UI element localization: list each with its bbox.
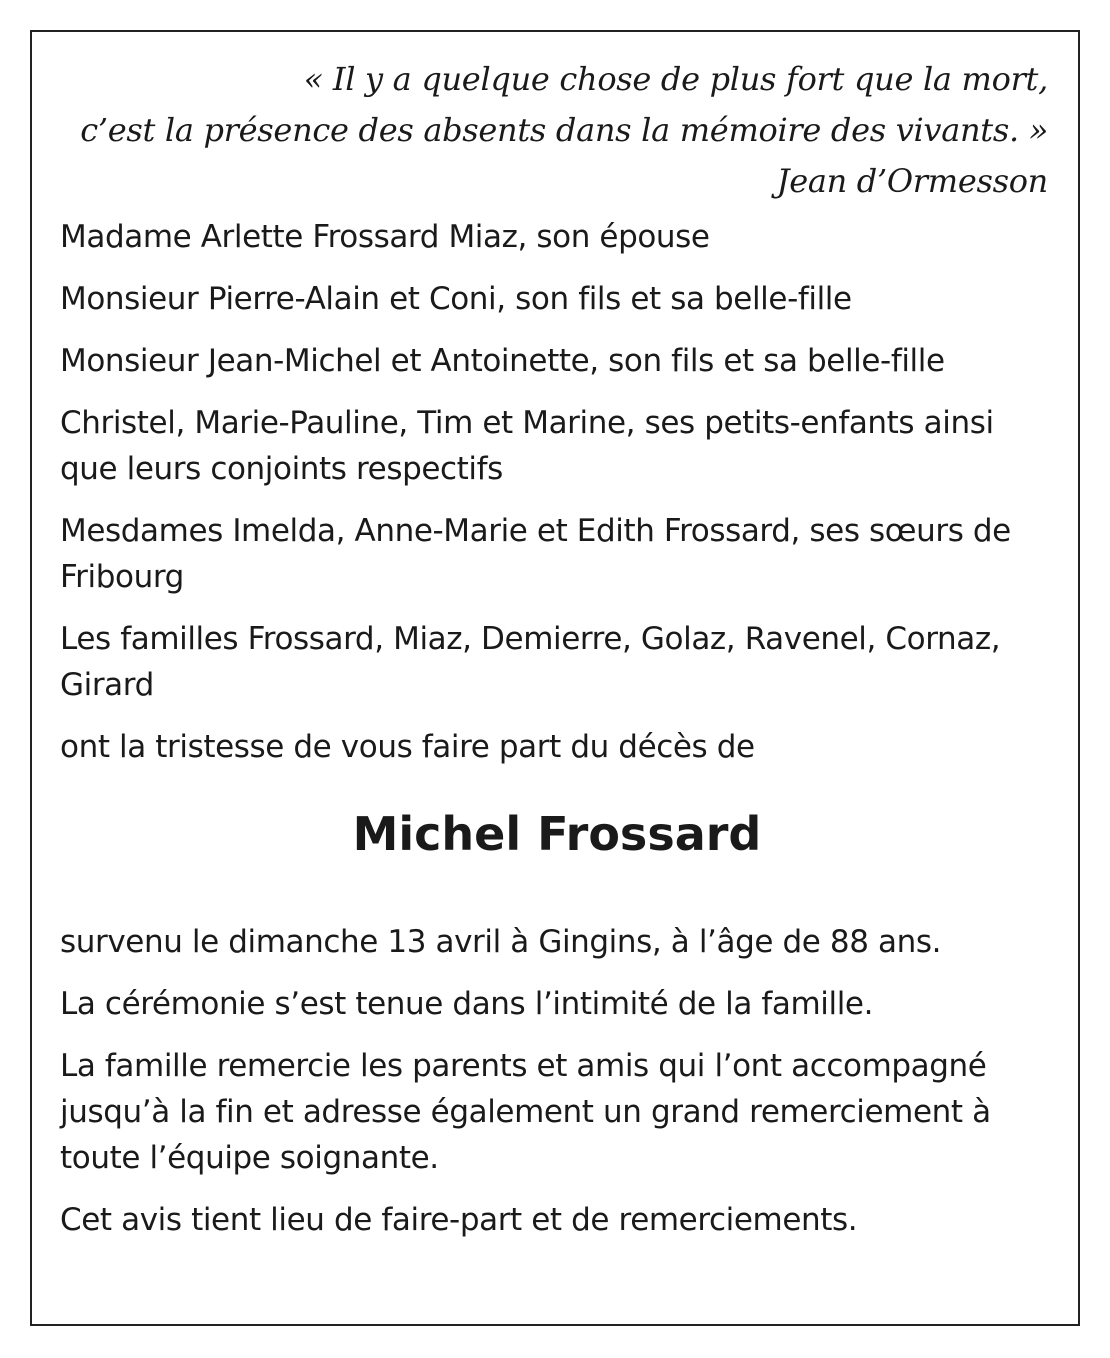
family-member-son-2: Monsieur Jean-Michel et Antoinette, son fils et sa belle-fille xyxy=(60,343,945,379)
obituary-frame xyxy=(30,30,1080,1326)
deceased-name: Michel Frossard xyxy=(352,807,762,861)
death-details: survenu le dimanche 13 avril à Gingins, à l’âge de 88 ans. xyxy=(60,924,942,960)
family-member-sisters: Mesdames Imelda, Anne-Marie et Edith Frossard, ses sœurs de Fribourg xyxy=(60,513,1011,595)
family-member-son-1: Monsieur Pierre-Alain et Coni, son fils et sa belle-fille xyxy=(60,281,852,317)
epigraph-quote xyxy=(80,54,1048,207)
ceremony-note: La cérémonie s’est tenue dans l’intimité de la famille. xyxy=(60,986,874,1022)
quote-line-2: c’est la présence des absents dans la mémoire des vivants. » xyxy=(80,111,1048,149)
family-member-grandchildren: Christel, Marie-Pauline, Tim et Marine, ses petits-enfants ainsi que leurs conjoints respectifs xyxy=(60,405,994,487)
notice-note: Cet avis tient lieu de faire-part et de remerciements. xyxy=(60,1202,858,1238)
obituary-body xyxy=(60,214,1054,1259)
family-member-spouse: Madame Arlette Frossard Miaz, son épouse xyxy=(60,219,710,255)
quote-line-1: « Il y a quelque chose de plus fort que la mort, xyxy=(303,60,1048,98)
thanks-note: La famille remercie les parents et amis qui l’ont accompagné jusqu’à la fin et adresse également un grand remerciement à toute l’équipe soignante. xyxy=(60,1048,991,1176)
family-member-families: Les familles Frossard, Miaz, Demierre, Golaz, Ravenel, Cornaz, Girard xyxy=(60,621,1001,703)
quote-author: Jean d’Ormesson xyxy=(776,162,1048,200)
announcement-text: ont la tristesse de vous faire part du décès de xyxy=(60,729,755,765)
